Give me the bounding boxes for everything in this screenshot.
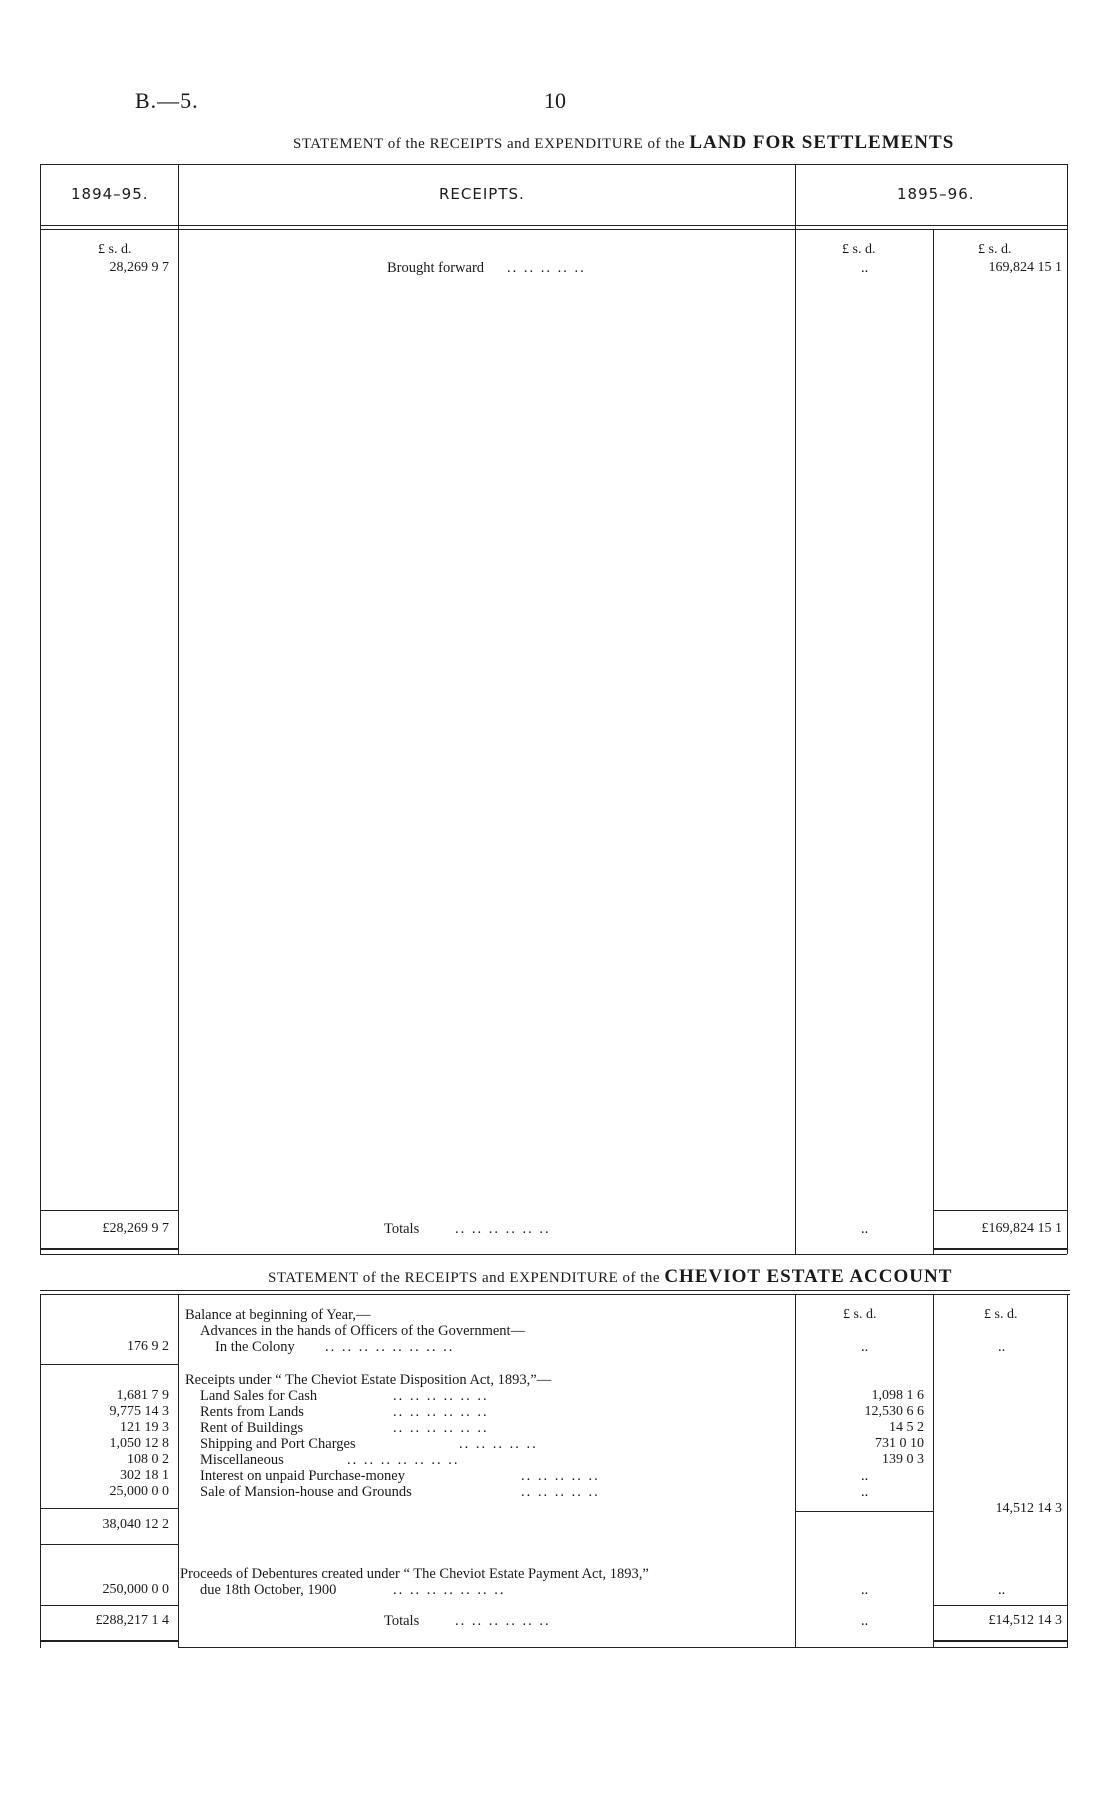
cheviot-debentures-dots: .. .. .. .. .. .. .. bbox=[393, 1582, 506, 1598]
cheviot-receipt-dots: .. .. .. .. .. .. bbox=[393, 1404, 489, 1420]
land-totals-right-rule bbox=[933, 1210, 1067, 1211]
cheviot-table-left-border bbox=[40, 1294, 41, 1648]
cheviot-receipts-subtotal-right: 14,512 14 3 bbox=[995, 1501, 1062, 1516]
cheviot-debentures-rule bbox=[40, 1605, 178, 1606]
cheviot-balance-heading: Balance at beginning of Year,— bbox=[185, 1307, 371, 1323]
cheviot-receipt-right: 12,530 6 6 bbox=[864, 1404, 924, 1419]
land-brought-forward-right-a: .. bbox=[861, 260, 869, 276]
cheviot-in-colony-dots: .. .. .. .. .. .. .. .. bbox=[325, 1339, 455, 1355]
cheviot-receipt-left: 1,681 7 9 bbox=[116, 1388, 169, 1403]
land-totals-left-rule bbox=[40, 1210, 178, 1211]
cheviot-receipt-label: Shipping and Port Charges bbox=[200, 1436, 356, 1452]
cheviot-advances-heading: Advances in the hands of Officers of the Government— bbox=[200, 1323, 526, 1339]
cheviot-totals-right-a: .. bbox=[861, 1613, 869, 1629]
land-brought-forward-label: Brought forward bbox=[387, 260, 485, 276]
cheviot-receipt-right: .. bbox=[861, 1468, 869, 1484]
cheviot-receipt-label: Interest on unpaid Purchase-money bbox=[200, 1468, 405, 1484]
cheviot-receipt-left: 9,775 14 3 bbox=[109, 1404, 169, 1419]
land-table-bottom-rule bbox=[40, 1254, 1067, 1255]
cheviot-receipt-right: 1,098 1 6 bbox=[871, 1388, 924, 1403]
cheviot-debentures-line1: Proceeds of Debentures created under “ The Cheviot Estate Payment Act, 1893,” bbox=[180, 1566, 649, 1582]
land-brought-forward-left: 28,269 9 7 bbox=[109, 260, 169, 275]
land-left-units: £ s. d. bbox=[98, 242, 132, 257]
cheviot-receipt-dots: .. .. .. .. .. bbox=[521, 1468, 600, 1484]
cheviot-table-divider-right bbox=[795, 1294, 796, 1648]
cheviot-totals-label: Totals bbox=[384, 1613, 420, 1629]
cheviot-totals-right-b: £14,512 14 3 bbox=[988, 1613, 1062, 1628]
land-brought-forward-right-b: 169,824 15 1 bbox=[988, 260, 1062, 275]
land-table-right-border bbox=[1067, 164, 1068, 1254]
land-totals-right-b: £169,824 15 1 bbox=[981, 1221, 1062, 1236]
cheviot-table-divider-inner bbox=[933, 1294, 934, 1648]
cheviot-units-a: £ s. d. bbox=[843, 1307, 877, 1322]
cheviot-subtotal-rule-right bbox=[795, 1511, 933, 1512]
land-table-header-rule bbox=[40, 225, 1067, 226]
land-table-divider-left bbox=[178, 164, 179, 1254]
cheviot-receipt-label: Rents from Lands bbox=[200, 1404, 304, 1420]
land-right-units-b: £ s. d. bbox=[978, 242, 1012, 257]
cheviot-table-right-border bbox=[1067, 1294, 1068, 1648]
land-table-top-rule bbox=[40, 164, 1067, 165]
land-table-divider-right bbox=[795, 164, 796, 1254]
cheviot-receipts-heading: Receipts under “ The Cheviot Estate Disposition Act, 1893,”— bbox=[185, 1372, 552, 1388]
cheviot-receipts-subtotal-left: 38,040 12 2 bbox=[102, 1517, 169, 1532]
cheviot-receipt-left: 302 18 1 bbox=[120, 1468, 169, 1483]
cheviot-totals-right-double-rule bbox=[933, 1640, 1067, 1642]
cheviot-debentures-left: 250,000 0 0 bbox=[102, 1582, 169, 1597]
cheviot-receipt-label: Sale of Mansion-house and Grounds bbox=[200, 1484, 412, 1500]
cheviot-units-b: £ s. d. bbox=[984, 1307, 1018, 1322]
cheviot-receipt-dots: .. .. .. .. .. bbox=[459, 1436, 538, 1452]
land-totals-right-double-rule bbox=[933, 1248, 1067, 1250]
cheviot-receipt-dots: .. .. .. .. .. .. bbox=[393, 1420, 489, 1436]
cheviot-table-top-rule bbox=[40, 1290, 1070, 1291]
cheviot-table-divider-left bbox=[178, 1294, 179, 1648]
cheviot-receipt-right: 14 5 2 bbox=[889, 1420, 924, 1435]
cheviot-receipt-label: Rent of Buildings bbox=[200, 1420, 304, 1436]
cheviot-receipt-dots: .. .. .. .. .. .. .. bbox=[347, 1452, 460, 1468]
land-table-divider-inner bbox=[933, 229, 934, 1254]
cheviot-receipt-left: 25,000 0 0 bbox=[109, 1484, 169, 1499]
land-title-main: LAND FOR SETTLEMENTS bbox=[689, 132, 955, 153]
cheviot-totals-left-double-rule bbox=[40, 1640, 178, 1642]
cheviot-in-colony-label: In the Colony bbox=[215, 1339, 295, 1355]
cheviot-totals-left: £288,217 1 4 bbox=[95, 1613, 169, 1628]
land-col-1895: 1895–96. bbox=[897, 185, 975, 203]
page-code: B.—5. bbox=[135, 88, 199, 113]
land-col-receipts: RECEIPTS. bbox=[439, 185, 525, 203]
cheviot-subtotal-rule-left-2 bbox=[40, 1544, 178, 1545]
cheviot-receipt-left: 108 0 2 bbox=[127, 1452, 169, 1467]
cheviot-in-colony-left: 176 9 2 bbox=[127, 1339, 169, 1354]
cheviot-subtotal-rule-left bbox=[40, 1508, 178, 1509]
cheviot-receipt-right: 139 0 3 bbox=[882, 1452, 924, 1467]
cheviot-receipt-right: .. bbox=[861, 1484, 869, 1500]
cheviot-receipt-label: Miscellaneous bbox=[200, 1452, 284, 1468]
cheviot-title-main: CHEVIOT ESTATE ACCOUNT bbox=[664, 1266, 953, 1287]
cheviot-receipt-dots: .. .. .. .. .. bbox=[521, 1484, 600, 1500]
land-totals-dots: .. .. .. .. .. .. bbox=[455, 1221, 551, 1237]
cheviot-receipt-label: Land Sales for Cash bbox=[200, 1388, 318, 1404]
land-table-left-border bbox=[40, 164, 41, 1254]
cheviot-in-colony-rule bbox=[40, 1364, 178, 1365]
land-totals-left: £28,269 9 7 bbox=[102, 1221, 169, 1236]
cheviot-debentures-line2: due 18th October, 1900 bbox=[200, 1582, 337, 1598]
land-totals-label: Totals bbox=[384, 1221, 420, 1237]
cheviot-receipt-left: 121 19 3 bbox=[120, 1420, 169, 1435]
cheviot-in-colony-right-a: .. bbox=[861, 1339, 869, 1355]
cheviot-account-title bbox=[268, 1266, 952, 1288]
cheviot-receipt-dots: .. .. .. .. .. .. bbox=[393, 1388, 489, 1404]
cheviot-table-bottom-rule bbox=[178, 1647, 1067, 1648]
land-table-header-rule-2 bbox=[40, 229, 1067, 230]
land-totals-left-double-rule bbox=[40, 1248, 178, 1250]
cheviot-receipt-right: 731 0 10 bbox=[875, 1436, 924, 1451]
page-number: 10 bbox=[544, 88, 566, 113]
land-right-units-a: £ s. d. bbox=[842, 242, 876, 257]
cheviot-table-top-rule-2 bbox=[40, 1294, 1070, 1295]
land-account-title bbox=[293, 132, 954, 154]
cheviot-debentures-right-a: .. bbox=[861, 1582, 869, 1598]
cheviot-receipt-left: 1,050 12 8 bbox=[109, 1436, 169, 1451]
land-col-1894: 1894–95. bbox=[71, 185, 149, 203]
land-title-prefix: STATEMENT of the RECEIPTS and EXPENDITURE of the bbox=[293, 136, 686, 152]
cheviot-debentures-right-b: .. bbox=[998, 1582, 1006, 1598]
cheviot-debentures-rule-right bbox=[933, 1605, 1067, 1606]
land-brought-forward-dots: .. .. .. .. .. bbox=[507, 260, 586, 276]
land-totals-right-a: .. bbox=[861, 1221, 869, 1237]
cheviot-title-prefix: STATEMENT of the RECEIPTS and EXPENDITURE of the bbox=[268, 1270, 661, 1286]
cheviot-in-colony-right-b: .. bbox=[998, 1339, 1006, 1355]
cheviot-totals-dots: .. .. .. .. .. .. bbox=[455, 1613, 551, 1629]
